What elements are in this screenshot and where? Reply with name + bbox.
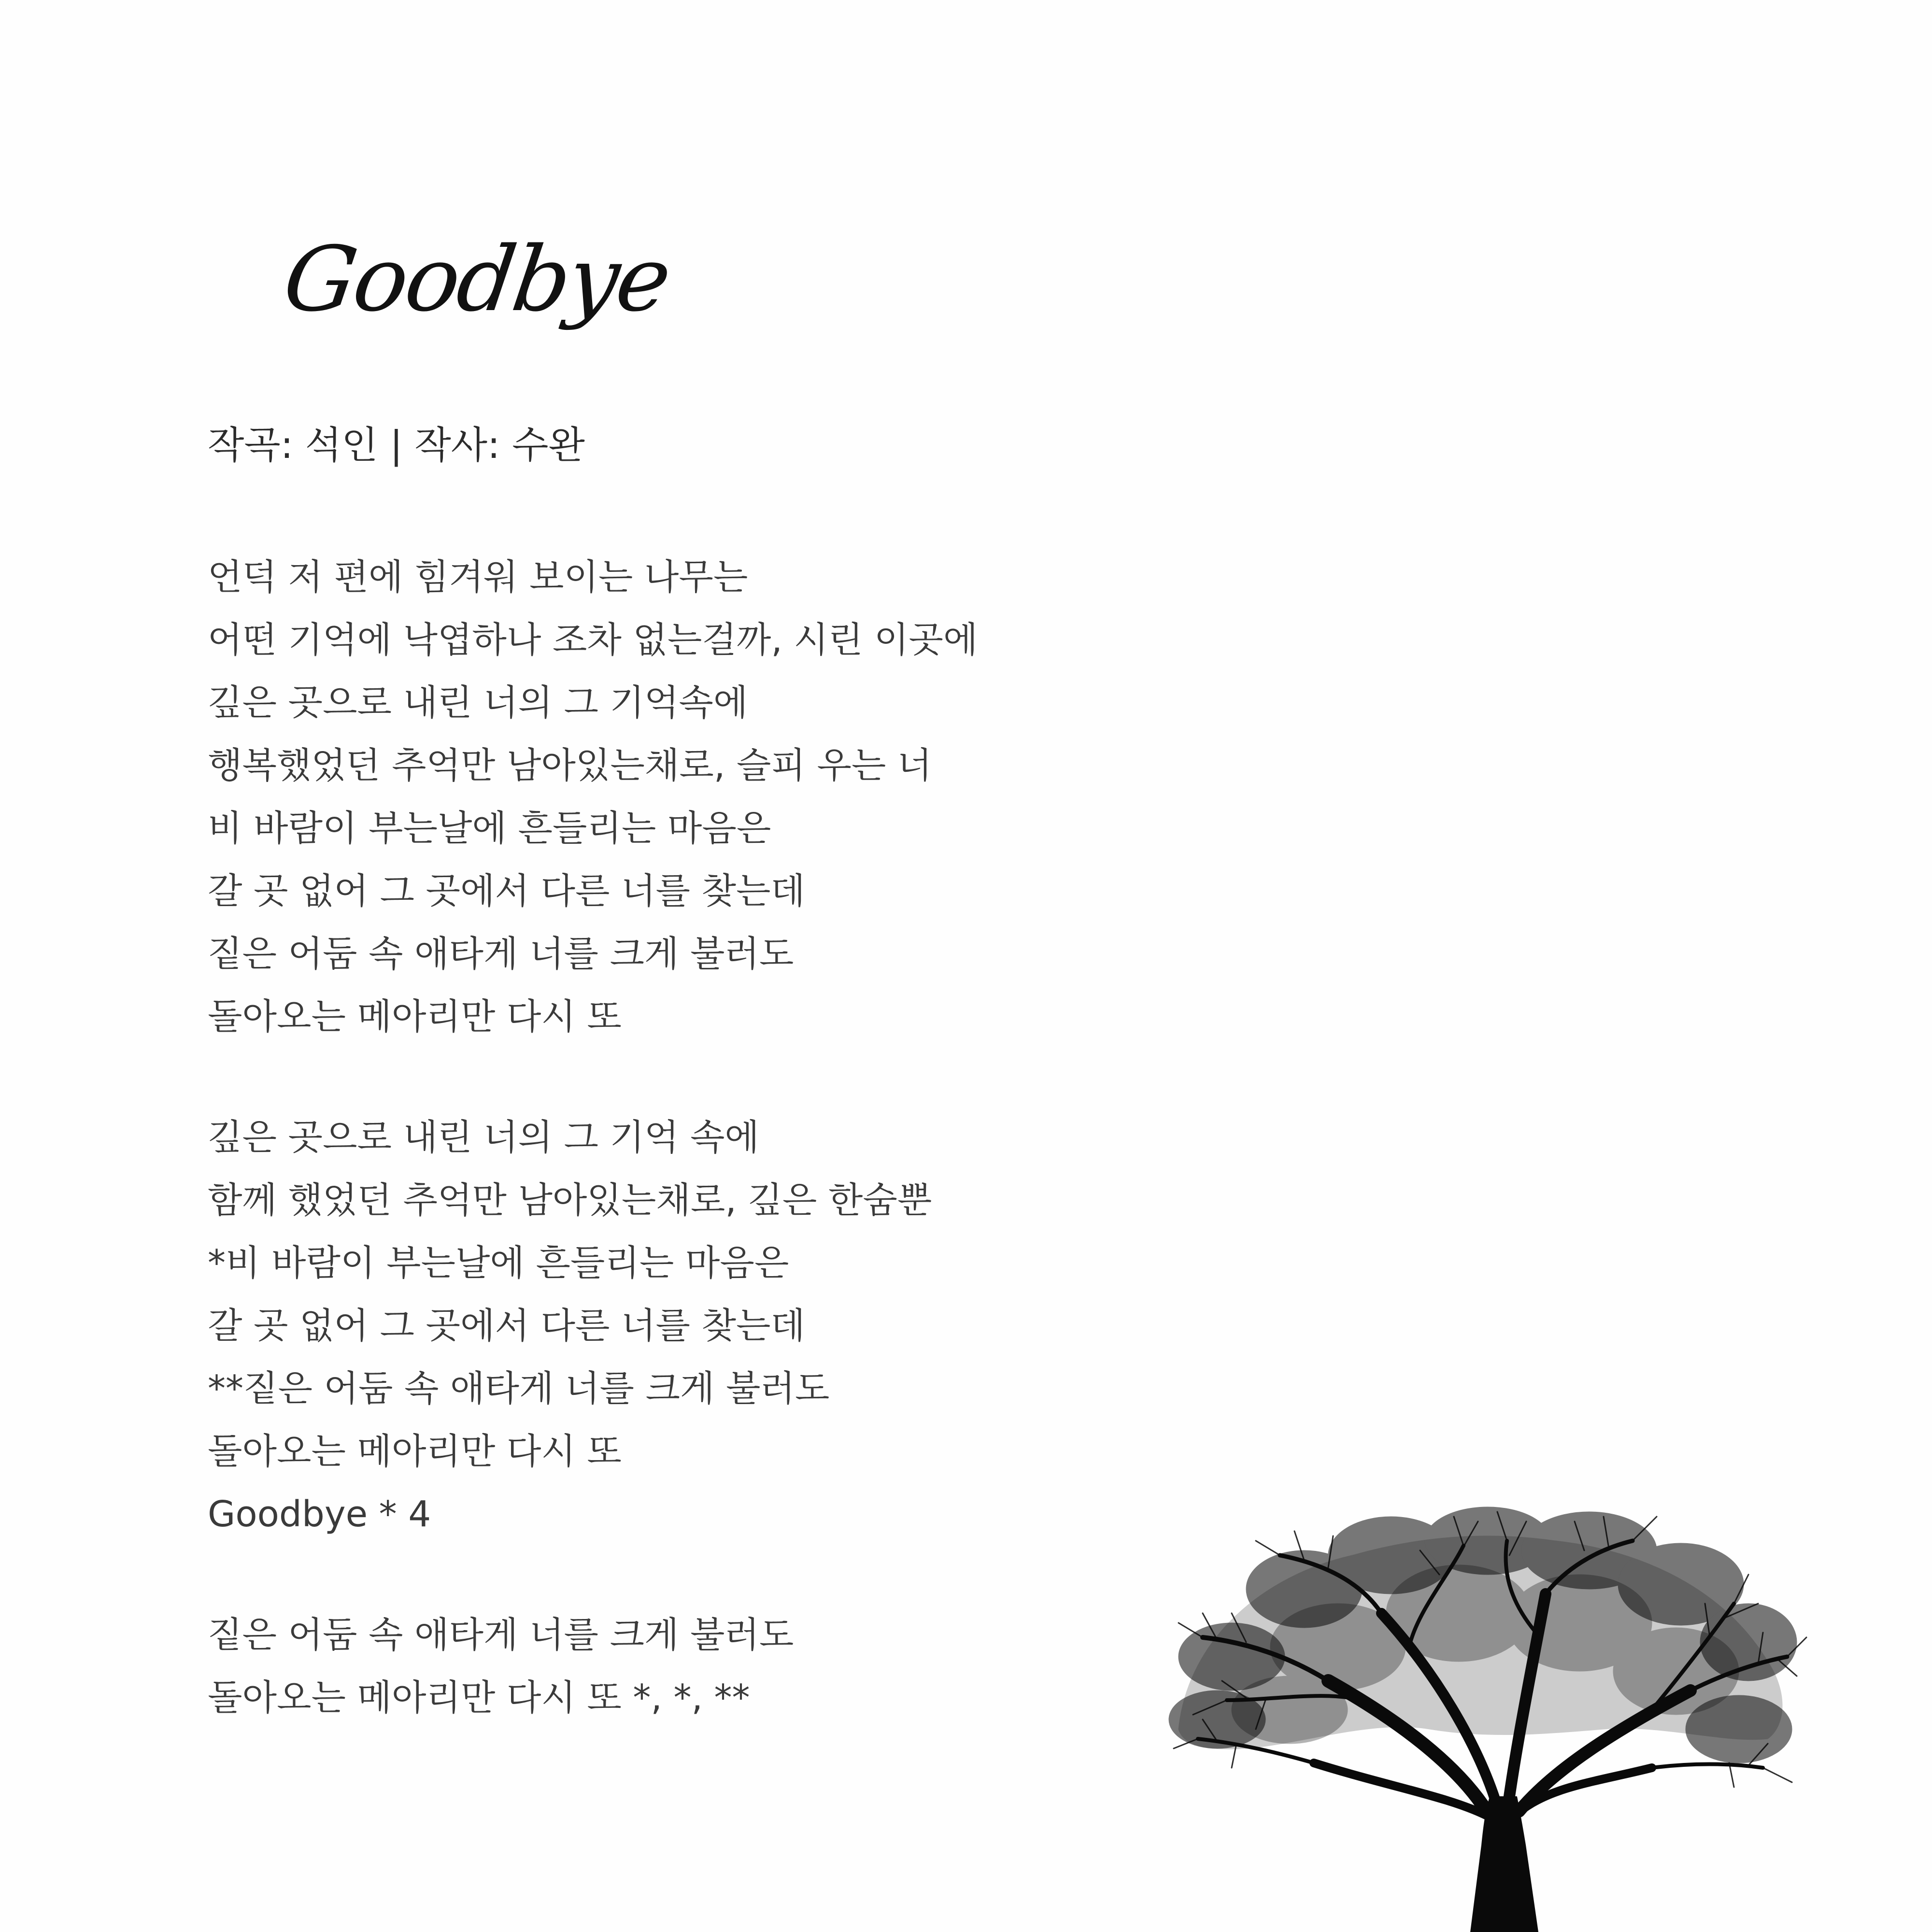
lyric-line: 언덕 저 편에 힘겨워 보이는 나무는	[208, 556, 748, 598]
lyric-line: 어떤 기억에 낙엽하나 조차 없는걸까, 시린 이곳에	[208, 619, 978, 661]
tree-illustration	[1121, 1430, 1855, 1932]
song-credits: 작곡: 석인 | 작사: 수완	[208, 424, 585, 467]
lyric-line: *비 바람이 부는날에 흔들리는 마음은	[208, 1242, 789, 1284]
lyric-line: **짙은 어둠 속 애타게 너를 크게 불러도	[208, 1368, 830, 1409]
lyric-line: 깊은 곳으로 내린 너의 그 기억속에	[208, 682, 748, 724]
verse-2	[208, 1106, 1125, 1546]
lyric-line: 함께 했었던 추억만 남아있는채로, 깊은 한숨뿐	[208, 1179, 932, 1221]
verse-1	[208, 546, 1125, 1048]
lyric-line: 갈 곳 없어 그 곳에서 다른 너를 찾는데	[208, 1305, 805, 1347]
lyric-line: 짙은 어둠 속 애타게 너를 크게 불러도	[208, 933, 794, 975]
lyric-line: 비 바람이 부는날에 흔들리는 마음은	[208, 808, 771, 849]
lyric-line: 돌아오는 메아리만 다시 또	[208, 996, 622, 1037]
tree-icon	[1121, 1430, 1855, 1932]
verse-3	[208, 1604, 1125, 1729]
lyric-line: 돌아오는 메아리만 다시 또	[208, 1431, 622, 1472]
lyric-line: 깊은 곳으로 내린 너의 그 기억 속에	[208, 1117, 759, 1158]
lyrics-body	[208, 546, 1125, 1787]
lyric-line: 행복했었던 추억만 남아있는채로, 슬피 우는 너	[208, 745, 932, 786]
lyric-line: 짙은 어둠 속 애타게 너를 크게 불러도	[208, 1614, 794, 1656]
lyric-line: Goodbye * 4	[208, 1493, 431, 1535]
lyric-line: 돌아오는 메아리만 다시 또 *, *, **	[208, 1677, 750, 1719]
song-title: Goodbye	[277, 227, 676, 331]
lyric-line: 갈 곳 없어 그 곳에서 다른 너를 찾는데	[208, 870, 805, 912]
